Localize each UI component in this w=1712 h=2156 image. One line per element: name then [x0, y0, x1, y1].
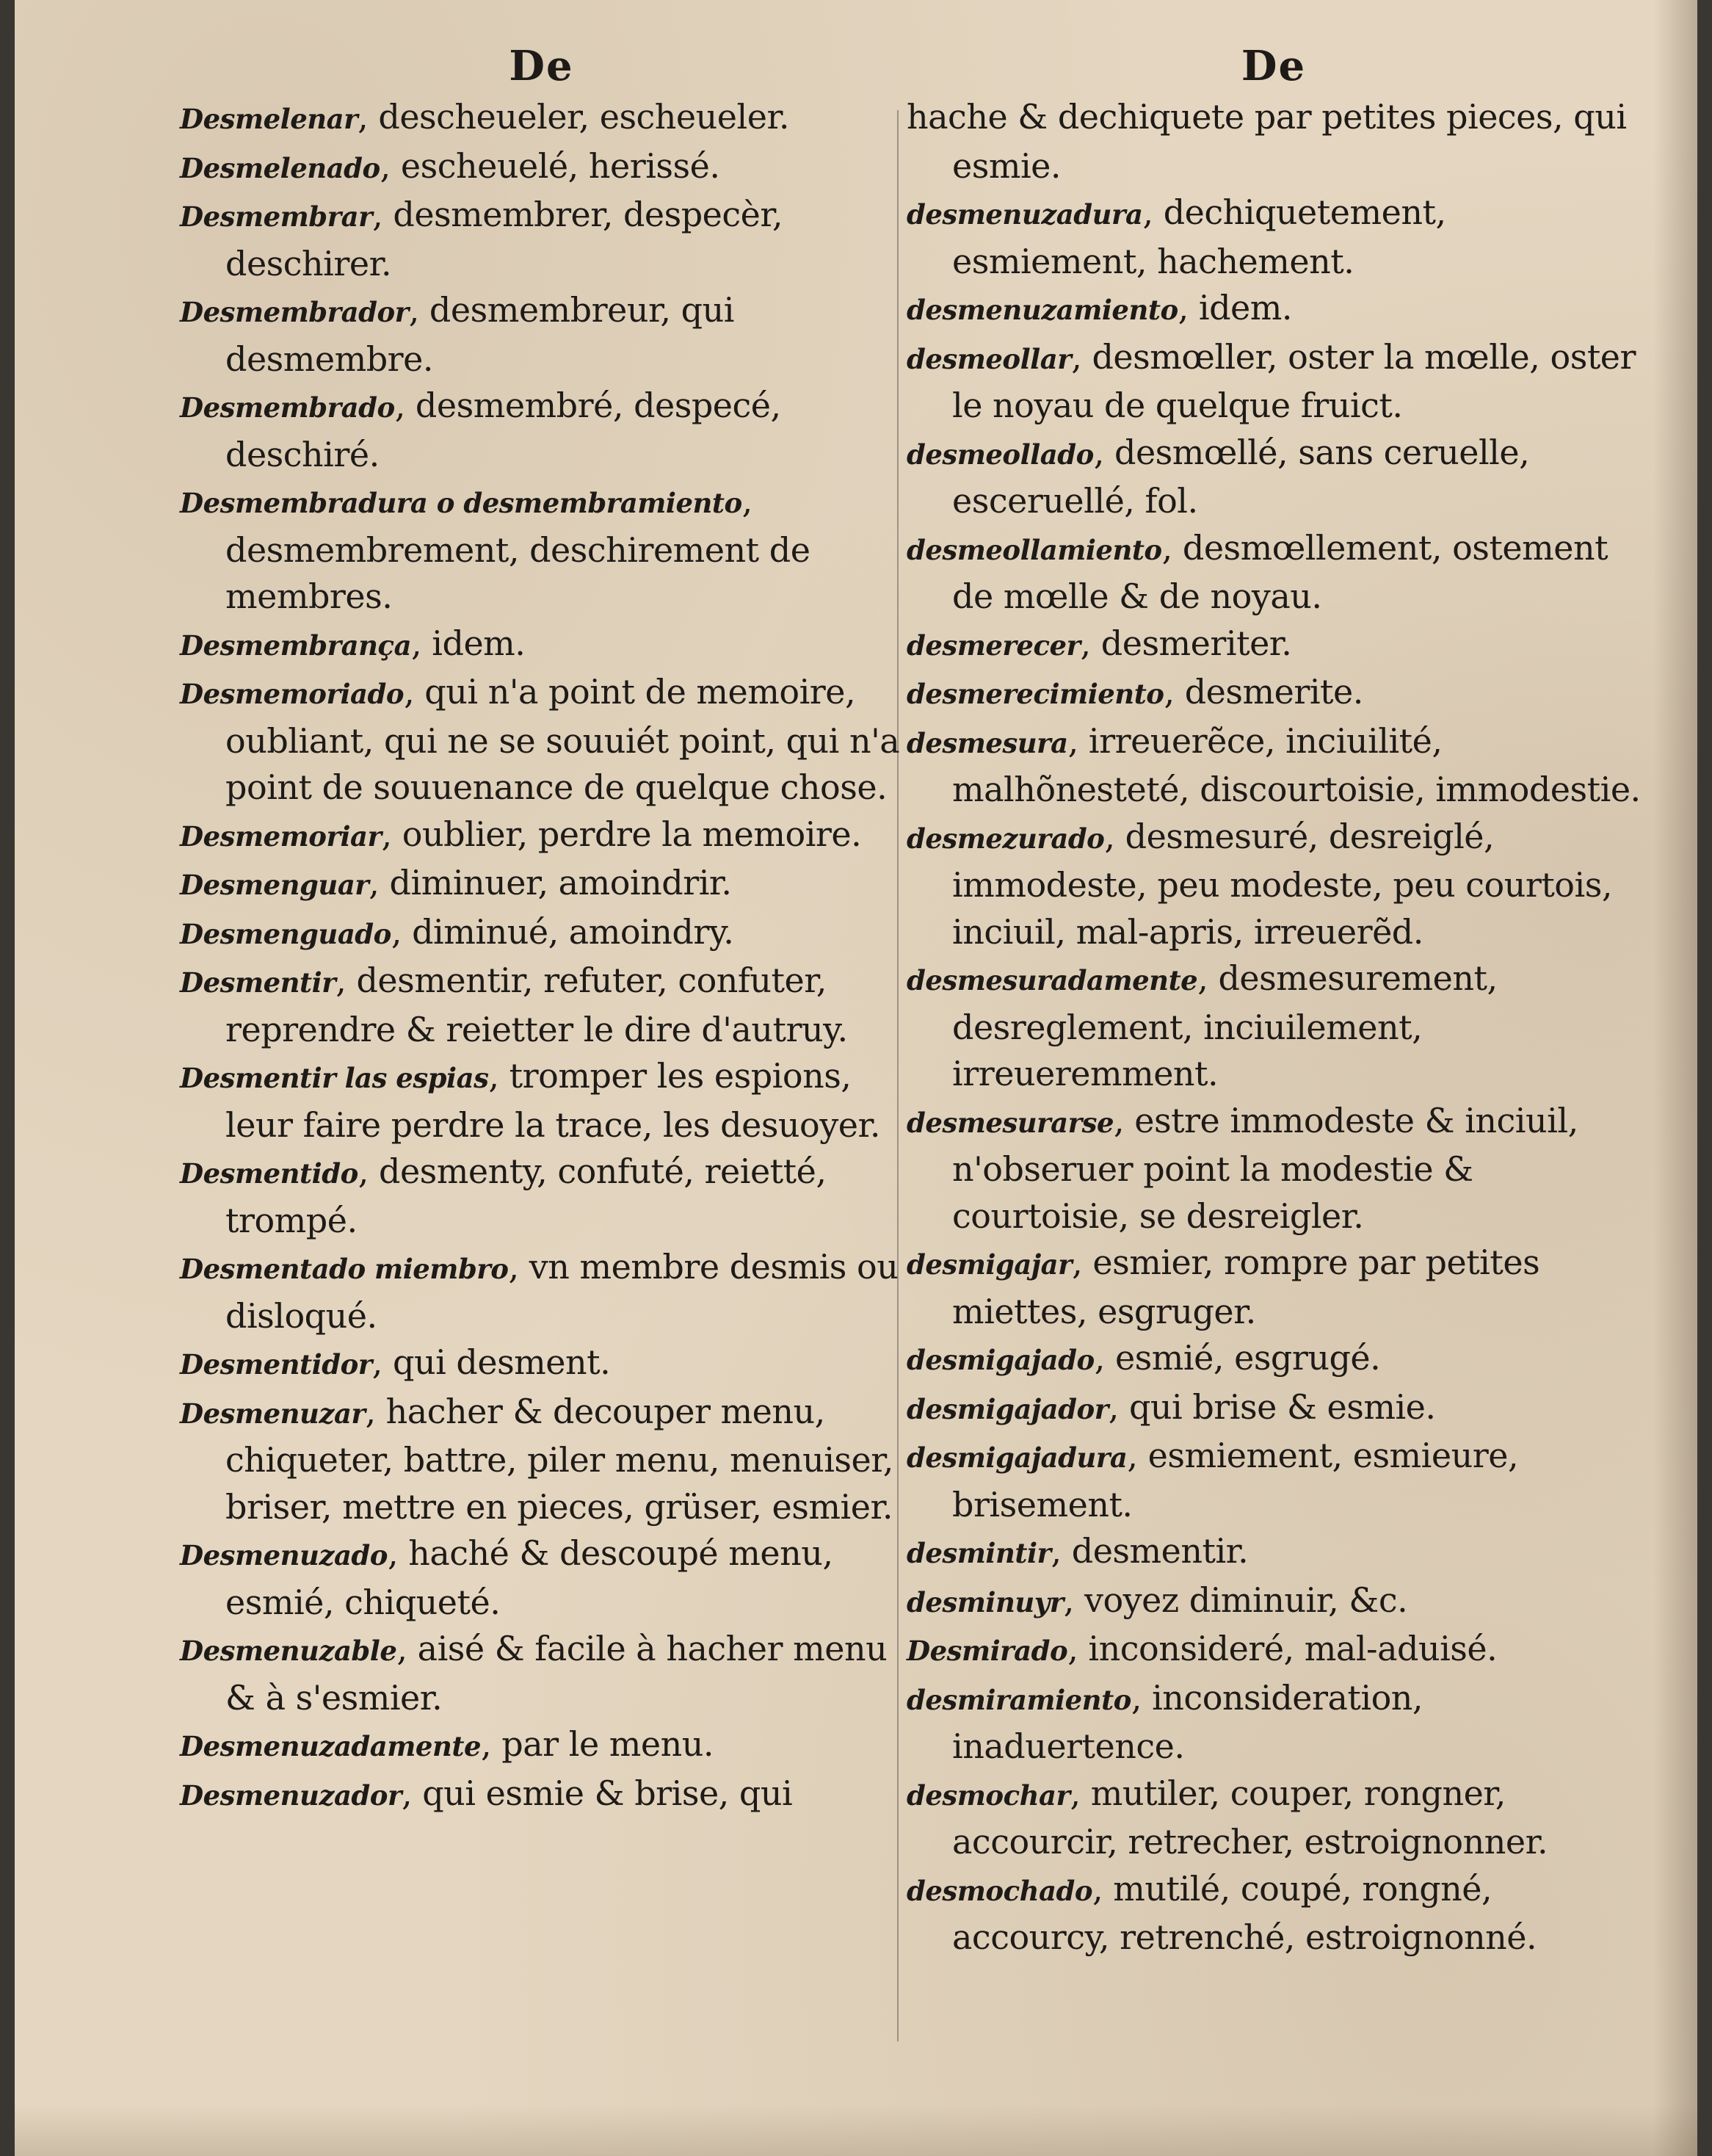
- dictionary-entry: [180, 1626, 903, 1721]
- entry-headword: desmerecer: [907, 629, 1081, 662]
- entry-headword: Desmentado miembro: [180, 1253, 509, 1285]
- entry-definition: , desmesuré, desreiglé, immodeste, peu modeste, peu courtois, inciuil, mal-apris, irreuerẽd.: [952, 816, 1612, 952]
- dictionary-entry: [180, 621, 903, 670]
- entry-headword: Desmembrança: [180, 629, 412, 662]
- entry-headword: Desmelenado: [180, 151, 380, 184]
- entry-headword: Desmelenar: [180, 103, 358, 135]
- entry-definition: , tromper les espions, leur faire perdre la trace, les desuoyer.: [225, 1056, 881, 1145]
- entry-headword: desmochado: [907, 1874, 1093, 1907]
- dictionary-entry: [180, 1053, 903, 1148]
- left-running-header: De: [509, 42, 574, 90]
- dictionary-entry: [907, 1384, 1641, 1433]
- entry-definition: , irreuerẽce, inciuilité, malhõnesteté, discourtoisie, immodestie.: [952, 720, 1641, 809]
- dictionary-entry: [907, 814, 1641, 956]
- entry-headword: Desmenuzar: [180, 1397, 366, 1430]
- dictionary-entry: [907, 1240, 1641, 1335]
- entry-definition: , desmentir.: [1051, 1531, 1249, 1571]
- entry-definition: , idem.: [411, 623, 526, 663]
- dictionary-entry: [180, 94, 903, 143]
- right-running-header: De: [1241, 42, 1307, 90]
- dictionary-entry: [180, 1339, 903, 1389]
- dictionary-entry: [180, 478, 903, 621]
- entry-definition: , qui esmie & brise, qui: [401, 1773, 793, 1813]
- entry-definition: , par le menu.: [481, 1724, 714, 1764]
- entry-definition: , desmentir, refuter, confuter, reprendre & reietter le dire d'autruy.: [225, 961, 848, 1049]
- entry-headword: desmigajador: [907, 1392, 1109, 1425]
- entry-definition: , desmembreur, qui desmembre.: [225, 290, 734, 379]
- entry-headword: Desmentidor: [180, 1348, 372, 1381]
- entry-headword: desmerecimiento: [907, 678, 1164, 710]
- entry-definition: , mutilé, coupé, rongné, accourcy, retrenché, estroignonné.: [952, 1868, 1537, 1957]
- dictionary-entry: [180, 383, 903, 478]
- entry-definition: , aisé & facile à hacher menu & à s'esmier.: [225, 1629, 888, 1718]
- entry-definition: , idem.: [1178, 288, 1293, 328]
- dictionary-entry: [180, 811, 903, 861]
- dictionary-entry: [180, 1530, 903, 1626]
- dictionary-entry: [180, 909, 903, 958]
- entry-definition: , desmesurement, desreglement, inciuilement, irreueremment.: [952, 958, 1498, 1093]
- entry-headword: desmenuzamiento: [907, 294, 1178, 326]
- entry-headword: desmigajadura: [907, 1441, 1128, 1474]
- page-bottom-shadow: [15, 2105, 1697, 2156]
- entry-definition: , inconsideré, mal-aduisé.: [1067, 1629, 1498, 1668]
- dictionary-entry: [907, 1866, 1641, 1961]
- entry-definition: , esmiement, esmieure, brisement.: [952, 1436, 1519, 1524]
- entry-headword: Desmenuzable: [180, 1635, 397, 1667]
- entry-definition: , desmœllé, sans ceruelle, esceruellé, fol.: [952, 432, 1530, 521]
- entry-definition: , oublier, perdre la memoire.: [381, 814, 862, 854]
- dictionary-entry: [907, 1528, 1641, 1577]
- dictionary-entry: [907, 718, 1641, 814]
- entry-headword: Desmenguar: [180, 869, 369, 901]
- entry-definition: , desmembré, despecé, deschiré.: [225, 386, 781, 474]
- dictionary-entry: [907, 1626, 1641, 1675]
- dictionary-entry: [180, 860, 903, 909]
- entry-definition: , desmembrement, deschirement de membres.: [225, 481, 810, 616]
- entry-headword: Desmentir: [180, 966, 336, 999]
- entry-definition: , haché & descoupé menu, esmié, chiqueté.: [225, 1533, 833, 1622]
- entry-definition: , estre immodeste & inciuil, n'obseruer point la modestie & courtoisie, se desreigler.: [952, 1100, 1578, 1236]
- entry-headword: Desmembrar: [180, 200, 373, 233]
- dictionary-entry: [180, 958, 903, 1053]
- dictionary-entry: [907, 189, 1641, 285]
- entry-headword: Desmentido: [180, 1157, 358, 1190]
- entry-headword: desminuyr: [907, 1585, 1064, 1618]
- entry-definition: , desmœller, oster la mœlle, oster le noyau de quelque fruict.: [952, 336, 1636, 425]
- dictionary-entry: [180, 1244, 903, 1339]
- entry-definition: , diminuer, amoindrir.: [369, 863, 732, 902]
- dictionary-entry: [180, 1721, 903, 1770]
- entry-headword: Desmenuzador: [180, 1779, 402, 1812]
- dictionary-entry: [180, 287, 903, 383]
- entry-headword: Desmembrador: [180, 296, 409, 328]
- entry-definition: , qui brise & esmie.: [1108, 1386, 1436, 1427]
- dictionary-entry: [907, 1098, 1641, 1240]
- entry-definition: , inconsideration, inaduertence.: [952, 1677, 1423, 1766]
- dictionary-entry: [907, 1577, 1641, 1627]
- entry-headword: desmenuzadura: [907, 198, 1143, 231]
- dictionary-entry: [907, 1433, 1641, 1528]
- entry-definition: , voyez diminuir, &c.: [1063, 1580, 1408, 1620]
- entry-headword: desmeollar: [907, 342, 1072, 375]
- dictionary-entry: [180, 1770, 903, 1820]
- dictionary-entry: [907, 621, 1641, 670]
- entry-headword: desmesura: [907, 726, 1068, 759]
- entry-definition: , desmeriter.: [1080, 623, 1292, 663]
- dictionary-entry: [180, 1148, 903, 1244]
- dictionary-entry: [907, 1335, 1641, 1384]
- entry-definition: hache & dechiquete par petites pieces, qui esmie.: [907, 97, 1627, 186]
- entry-headword: Desmenguado: [180, 917, 391, 950]
- dictionary-entry: [180, 192, 903, 287]
- entry-headword: desmeollamiento: [907, 533, 1162, 566]
- entry-definition: , qui n'a point de memoire, oubliant, qui ne se souuiét point, qui n'a point de souuenance de quelque chose.: [225, 672, 900, 807]
- entry-headword: Desmentir las espias: [180, 1062, 489, 1094]
- dictionary-entry: [907, 334, 1641, 430]
- entry-definition: , escheuelé, herissé.: [380, 145, 720, 186]
- dictionary-entry: [907, 430, 1641, 525]
- entry-definition: , mutiler, couper, rongner, accourcir, retrecher, estroignonner.: [952, 1773, 1548, 1862]
- entry-definition: , desmenty, confuté, reietté, trompé.: [225, 1151, 827, 1240]
- entry-headword: desmigajar: [907, 1248, 1073, 1281]
- entry-definition: , desmembrer, despecèr, deschirer.: [225, 195, 783, 283]
- entry-headword: Desmemoriado: [180, 678, 405, 710]
- entry-definition: , vn membre desmis ou disloqué.: [225, 1247, 899, 1336]
- entry-headword: Desmirado: [907, 1635, 1068, 1667]
- dictionary-entry: [907, 669, 1641, 718]
- entry-headword: desmigajado: [907, 1344, 1095, 1376]
- entry-headword: desmochar: [907, 1779, 1070, 1812]
- entry-headword: Desmembrado: [180, 391, 395, 424]
- page-edge-shadow: [1653, 0, 1697, 2156]
- entry-definition: , desmœllement, ostement de mœlle & de noyau.: [952, 527, 1608, 616]
- dictionary-entry: [180, 1389, 903, 1531]
- dictionary-entry: [907, 285, 1641, 334]
- entry-headword: desmesuradamente: [907, 964, 1198, 996]
- dictionary-entry: [907, 955, 1641, 1098]
- entry-definition: , diminué, amoindry.: [391, 911, 734, 952]
- entry-definition: , hacher & decouper menu, chiqueter, battre, piler menu, menuiser, briser, mettre en pieces, grüser, esmier.: [225, 1391, 893, 1527]
- entry-headword: Desmemoriar: [180, 820, 382, 853]
- dictionary-entry: [180, 669, 903, 811]
- entry-headword: desmiramiento: [907, 1683, 1131, 1716]
- entry-definition: , desmerite.: [1164, 672, 1363, 712]
- left-entry-list: [180, 94, 903, 1819]
- entry-headword: Desmenuzadamente: [180, 1730, 482, 1762]
- entry-definition: , dechiquetement, esmiement, hachement.: [952, 192, 1446, 281]
- dictionary-entry: [907, 1770, 1641, 1866]
- entry-definition: , esmié, esgrugé.: [1094, 1338, 1381, 1378]
- entry-headword: desmeollado: [907, 438, 1094, 471]
- left-column: [180, 38, 903, 1819]
- entry-headword: Desmenuzado: [180, 1539, 388, 1571]
- dictionary-entry: [907, 1675, 1641, 1770]
- right-entry-list: [907, 94, 1641, 1961]
- entry-definition: , qui desment.: [371, 1342, 611, 1382]
- dictionary-entry: [907, 94, 1641, 189]
- dictionary-entry: [907, 525, 1641, 621]
- entry-headword: desmezurado: [907, 822, 1105, 855]
- entry-headword: Desmembradura o desmembramiento: [180, 487, 742, 519]
- entry-headword: desmesurarse: [907, 1106, 1114, 1139]
- entry-headword: desmintir: [907, 1537, 1051, 1569]
- dictionary-entry: [180, 143, 903, 192]
- entry-definition: , esmier, rompre par petites miettes, esgruger.: [952, 1242, 1540, 1331]
- right-column: [907, 38, 1641, 1961]
- entry-definition: , descheueler, escheueler.: [358, 97, 789, 137]
